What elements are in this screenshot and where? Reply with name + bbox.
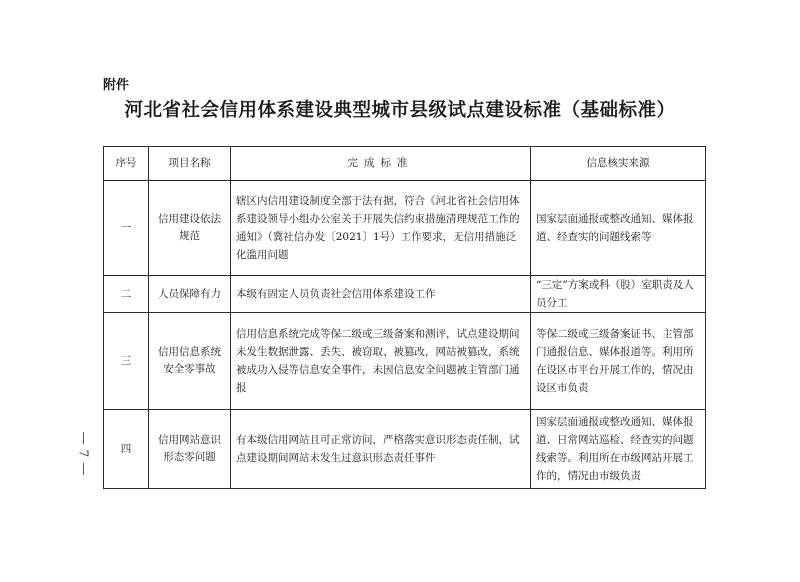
- header-source: 信息核实来源: [531, 147, 706, 181]
- row-source: 等保二级或三级备案证书、主管部门通报信息、媒体报道等。利用所在设区市平台开展工作的，情况由设区市负责: [531, 313, 706, 410]
- table-row: [104, 276, 706, 313]
- page-number-dash: [83, 463, 84, 475]
- page-number: [76, 430, 90, 477]
- page-number-value: 7: [76, 449, 91, 458]
- row-standard: 本级有固定人员负责社会信用体系建设工作: [231, 276, 531, 313]
- row-item: 信用建设依法规范: [149, 181, 231, 276]
- table-row: [104, 313, 706, 410]
- row-source: 国家层面通报或整改通知、媒体报道、日常网站巡检、经查实的问题线索等。利用所在市级网站开展工作的，情况由市级负责: [531, 410, 706, 489]
- page-number-dash: [83, 432, 84, 444]
- row-standard: 有本级信用网站且可正常访问，严格落实意识形态责任制，试点建设期间网站未发生过意识形态责任事件: [231, 410, 531, 489]
- table-row: [104, 181, 706, 276]
- row-source: 国家层面通报或整改通知、媒体报道、经查实的问题线索等: [531, 181, 706, 276]
- table-row: [104, 410, 706, 489]
- document-title: 河北省社会信用体系建设典型城市县级试点建设标准（基础标准）: [124, 100, 676, 121]
- row-standard: 辖区内信用建设制度全部于法有据，符合《河北省社会信用体系建设领导小组办公室关于开展失信约束措施清理规范工作的通知》（冀社信办发〔2021〕1号）工作要求，无信用措施泛化滥用问题: [231, 181, 531, 276]
- row-item: 人员保障有力: [149, 276, 231, 313]
- header-seq: 序号: [104, 147, 149, 181]
- table-header-row: [104, 147, 706, 181]
- row-seq: 三: [104, 313, 149, 410]
- standards-table: [103, 146, 706, 489]
- header-item: 项目名称: [149, 147, 231, 181]
- row-seq: 四: [104, 410, 149, 489]
- row-item: 信用网站意识形态零问题: [149, 410, 231, 489]
- row-item: 信用信息系统安全零事故: [149, 313, 231, 410]
- attachment-label: 附件: [103, 78, 130, 93]
- row-standard: 信用信息系统完成等保二级或三级备案和测评，试点建设期间未发生数据泄露、丢失、被窃取、被篡改，网站被篡改，系统被成功入侵等信息安全事件，未因信息安全问题被主管部门通报: [231, 313, 531, 410]
- row-seq: 一: [104, 181, 149, 276]
- row-source: “三定”方案或科（股）室职责及人员分工: [531, 276, 706, 313]
- row-seq: 二: [104, 276, 149, 313]
- header-standard: 完成标准: [231, 147, 531, 181]
